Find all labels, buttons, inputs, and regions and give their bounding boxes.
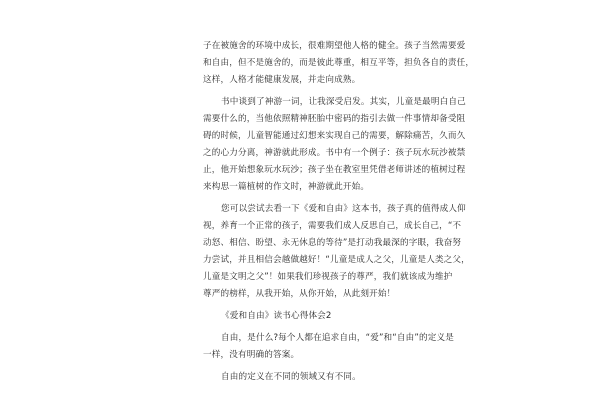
- paragraph-1-line-1: 子在被施舍的环境中成长，很难期望他人格的健全。孩子当然需要爱: [203, 41, 466, 51]
- paragraph-3-line-3: 动怒、相信、盼望、永无休息的等待”是打动我最深的字眼，我奋努: [203, 238, 462, 248]
- paragraph-3-line-5: 儿童是文明之父”！如果我们珍视孩子的尊严，我们就该成为维护: [203, 272, 453, 282]
- paragraph-3-line-6: 尊严的榜样，从我开始，从你开始，从此刻开始！: [203, 289, 396, 299]
- paragraph-2-line-1: 书中谈到了神游一词，让我深受启发。其实，儿童是最明白自己: [221, 97, 466, 107]
- paragraph-3-line-1: 您可以尝试去看一下《爱和自由》这本书，孩子真的值得成人仰: [221, 204, 466, 214]
- paragraph-2-line-3: 碍的时候，儿童智能通过幻想来实现自己的需要，解除痛苦，久而久: [203, 131, 466, 141]
- paragraph-2-line-6: 来构思一篇植树的作文时，神游就此开始。: [203, 182, 370, 192]
- paragraph-3-line-4: 力尝试，并且相信会越做越好！“儿童是成人之父，儿童是人类之父，: [203, 255, 470, 265]
- paragraph-2-line-5: 止，他开始想象玩水玩沙；孩子坐在教室里凭借老师讲述的植树过程: [203, 165, 466, 175]
- paragraph-5-line-1: 自由的定义在不同的领域又有不同。: [221, 372, 361, 382]
- paragraph-4-line-1: 自由，是什么?每个人都在追求自由，“爱”和“自由”的定义是: [221, 333, 454, 343]
- paragraph-2-line-2: 需要什么的，当他依照精神胚胎中密码的指引去做一件事情却备受阻: [203, 114, 466, 124]
- paragraph-2-line-4: 之的心力分离，神游就此形成。书中有一个例子：孩子玩水玩沙被禁: [203, 148, 466, 158]
- paragraph-3-line-2: 视，养育一个正常的孩子，需要我们成人反思自己，成长自己，“不: [203, 221, 462, 231]
- paragraph-4-line-2: 一样，没有明确的答案。: [203, 350, 300, 360]
- paragraph-1-line-2: 和自由，但不是施舍的，而是彼此尊重，相互平等，担负各自的责任，: [203, 58, 475, 68]
- section-heading: 《爱和自由》读书心得体会2: [221, 311, 332, 321]
- paragraph-1-line-3: 这样，人格才能健康发展，并走向成熟。: [203, 75, 361, 85]
